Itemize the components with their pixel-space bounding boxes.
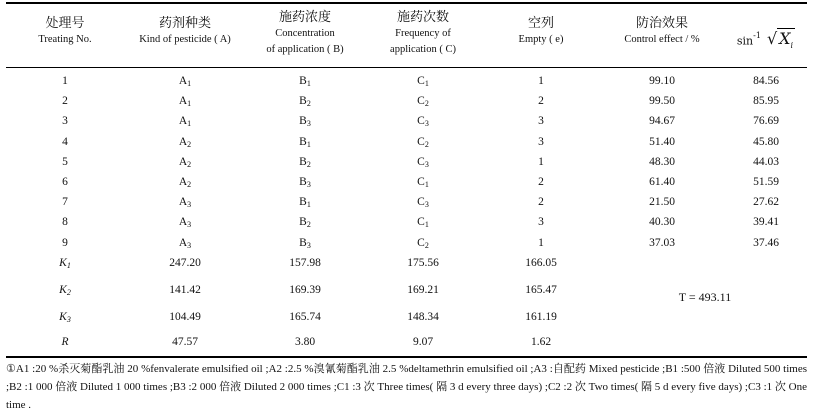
cell-treating-no: 7 <box>62 196 68 209</box>
cell-treating-no: 4 <box>62 135 68 148</box>
cell-frequency: $C_1$ <box>417 216 429 230</box>
cell-empty: 2 <box>538 196 544 209</box>
cell-arcsin: 51.59 <box>753 176 779 188</box>
cell-arcsin: 45.80 <box>753 135 779 148</box>
cell-arcsin: 84.56 <box>753 75 779 87</box>
cell-empty: 1 <box>538 155 544 168</box>
cell-k-a: 104.49 <box>169 311 201 323</box>
column-header-3 <box>245 10 365 58</box>
cell-empty: 2 <box>538 176 544 188</box>
cell-control-effect: 21.50 <box>649 196 675 209</box>
sin-superscript: -1 <box>753 31 761 40</box>
cell-empty: 2 <box>538 95 544 108</box>
cell-k-label: $K_1$ <box>59 257 71 270</box>
cell-k-b: 169.39 <box>289 284 321 296</box>
sqrt-radical: √ $X_i$ <box>766 29 794 51</box>
cell-concentration: $B_2$ <box>299 216 311 230</box>
cell-concentration: $B_3$ <box>299 115 311 129</box>
cell-k-a: 47.57 <box>172 336 198 348</box>
cell-k-label: R <box>61 336 69 348</box>
header-zh: 空列 <box>527 16 554 31</box>
cell-arcsin: 76.69 <box>753 115 779 128</box>
cell-arcsin: 39.41 <box>753 216 779 229</box>
cell-control-effect: 94.67 <box>649 115 675 128</box>
cell-concentration: $B_1$ <box>299 75 311 88</box>
cell-empty: 1 <box>538 75 544 87</box>
cell-frequency: $C_3$ <box>417 155 429 169</box>
column-header-5 <box>491 16 591 48</box>
total-value: T = 493.11 <box>678 290 732 304</box>
cell-k-b: 165.74 <box>289 311 321 323</box>
header-en: Frequency of <box>395 28 451 39</box>
cell-pesticide: $A_3$ <box>178 216 192 230</box>
cell-pesticide: $A_1$ <box>178 75 192 88</box>
cell-arcsin: 27.62 <box>753 196 779 209</box>
cell-empty: 3 <box>538 216 544 229</box>
cell-treating-no: 2 <box>62 95 68 108</box>
cell-pesticide: $A_3$ <box>178 196 192 210</box>
cell-control-effect: 37.03 <box>649 236 675 249</box>
header-en: Empty ( e) <box>518 34 564 45</box>
cell-treating-no: 3 <box>62 115 68 128</box>
cell-k-e: 165.47 <box>525 284 557 296</box>
cell-pesticide: $A_2$ <box>178 176 192 189</box>
cell-frequency: $C_2$ <box>417 95 429 109</box>
header-en: application ( C) <box>390 44 456 55</box>
cell-concentration: $B_3$ <box>299 176 311 189</box>
footnote: ①A1 :20 %杀灭菊酯乳油 20 %fenvalerate emulsified oil ;A2 :2.5 %溴氰菊酯乳油 2.5 %deltamethrin emulsified oil ;A3 :自配药 Mixed pesticide ;B1 :500 倍液 Diluted 500 times ;B2 :1 000 倍液 Diluted 1 000 times ;B3 :2 000 倍液 Diluted 2 000 times ;C1 :3 次 Three times( 隔 3 d every three days) ;C2 :2 次 Two times( 隔 5 d every five days) ;C3 :1 次 One time . <box>6 363 807 411</box>
cell-pesticide: $A_1$ <box>178 95 192 109</box>
cell-k-label: $K_3$ <box>59 311 71 324</box>
header-zh: 防治效果 <box>635 16 688 31</box>
cell-k-c: 9.07 <box>412 336 434 348</box>
cell-treating-no: 5 <box>62 155 68 168</box>
cell-k-c: 175.56 <box>407 257 439 269</box>
cell-control-effect: 61.40 <box>649 176 675 188</box>
cell-control-effect: 99.10 <box>649 75 675 87</box>
cell-k-b: 157.98 <box>289 257 321 269</box>
cell-empty: 1 <box>538 236 544 249</box>
column-header-7 <box>726 28 806 55</box>
cell-empty: 3 <box>538 115 544 128</box>
cell-arcsin: 44.03 <box>753 155 779 168</box>
cell-treating-no: 9 <box>62 236 68 249</box>
cell-pesticide: $A_2$ <box>178 155 192 169</box>
cell-frequency: $C_3$ <box>417 115 429 129</box>
cell-arcsin: 85.95 <box>753 95 779 108</box>
cell-pesticide: $A_1$ <box>178 115 192 129</box>
column-header-4 <box>363 10 483 58</box>
cell-empty: 3 <box>538 135 544 148</box>
cell-k-e: 161.19 <box>525 311 557 323</box>
cell-k-e: 166.05 <box>525 257 557 269</box>
cell-concentration: $B_2$ <box>299 95 311 109</box>
header-en: Concentration <box>275 28 335 39</box>
header-zh: 药剂种类 <box>158 16 211 31</box>
column-header-1 <box>10 16 120 48</box>
cell-control-effect: 48.30 <box>649 155 675 168</box>
cell-frequency: $C_2$ <box>417 135 429 149</box>
header-en: of application ( B) <box>266 44 344 55</box>
header-zh: 施药次数 <box>396 10 449 25</box>
column-header-2 <box>110 16 260 48</box>
cell-control-effect: 40.30 <box>649 216 675 229</box>
cell-k-c: 148.34 <box>407 311 439 323</box>
cell-frequency: $C_3$ <box>417 196 429 210</box>
cell-k-a: 247.20 <box>169 257 201 269</box>
column-header-6 <box>602 16 722 48</box>
cell-arcsin: 37.46 <box>753 236 779 249</box>
cell-frequency: $C_2$ <box>417 236 429 250</box>
cell-k-b: 3.80 <box>294 336 316 348</box>
header-zh: 施药浓度 <box>278 10 331 25</box>
sin-label: sin <box>736 34 754 48</box>
table-header-rule <box>6 67 807 68</box>
cell-concentration: $B_3$ <box>299 236 311 250</box>
cell-k-a: 141.42 <box>169 284 201 296</box>
cell-control-effect: 99.50 <box>649 95 675 108</box>
cell-concentration: $B_1$ <box>299 135 311 149</box>
cell-treating-no: 8 <box>62 216 68 229</box>
cell-k-e: 1.62 <box>530 336 552 348</box>
header-zh: 处理号 <box>45 16 85 31</box>
cell-concentration: $B_1$ <box>299 196 311 210</box>
cell-k-c: 169.21 <box>407 284 439 296</box>
table-bottom-rule <box>6 356 807 358</box>
cell-control-effect: 51.40 <box>649 135 675 148</box>
table-top-rule <box>6 2 807 4</box>
header-en: Kind of pesticide ( A) <box>139 34 231 45</box>
cell-pesticide: $A_2$ <box>178 135 192 149</box>
cell-k-label: $K_2$ <box>59 284 71 297</box>
cell-frequency: $C_1$ <box>417 176 429 189</box>
header-en: Treating No. <box>38 34 92 45</box>
cell-treating-no: 1 <box>62 75 68 87</box>
cell-pesticide: $A_3$ <box>178 236 192 250</box>
header-en: Control effect / % <box>624 34 700 45</box>
cell-concentration: $B_2$ <box>299 155 311 169</box>
cell-treating-no: 6 <box>62 176 68 188</box>
cell-frequency: $C_1$ <box>417 75 429 88</box>
